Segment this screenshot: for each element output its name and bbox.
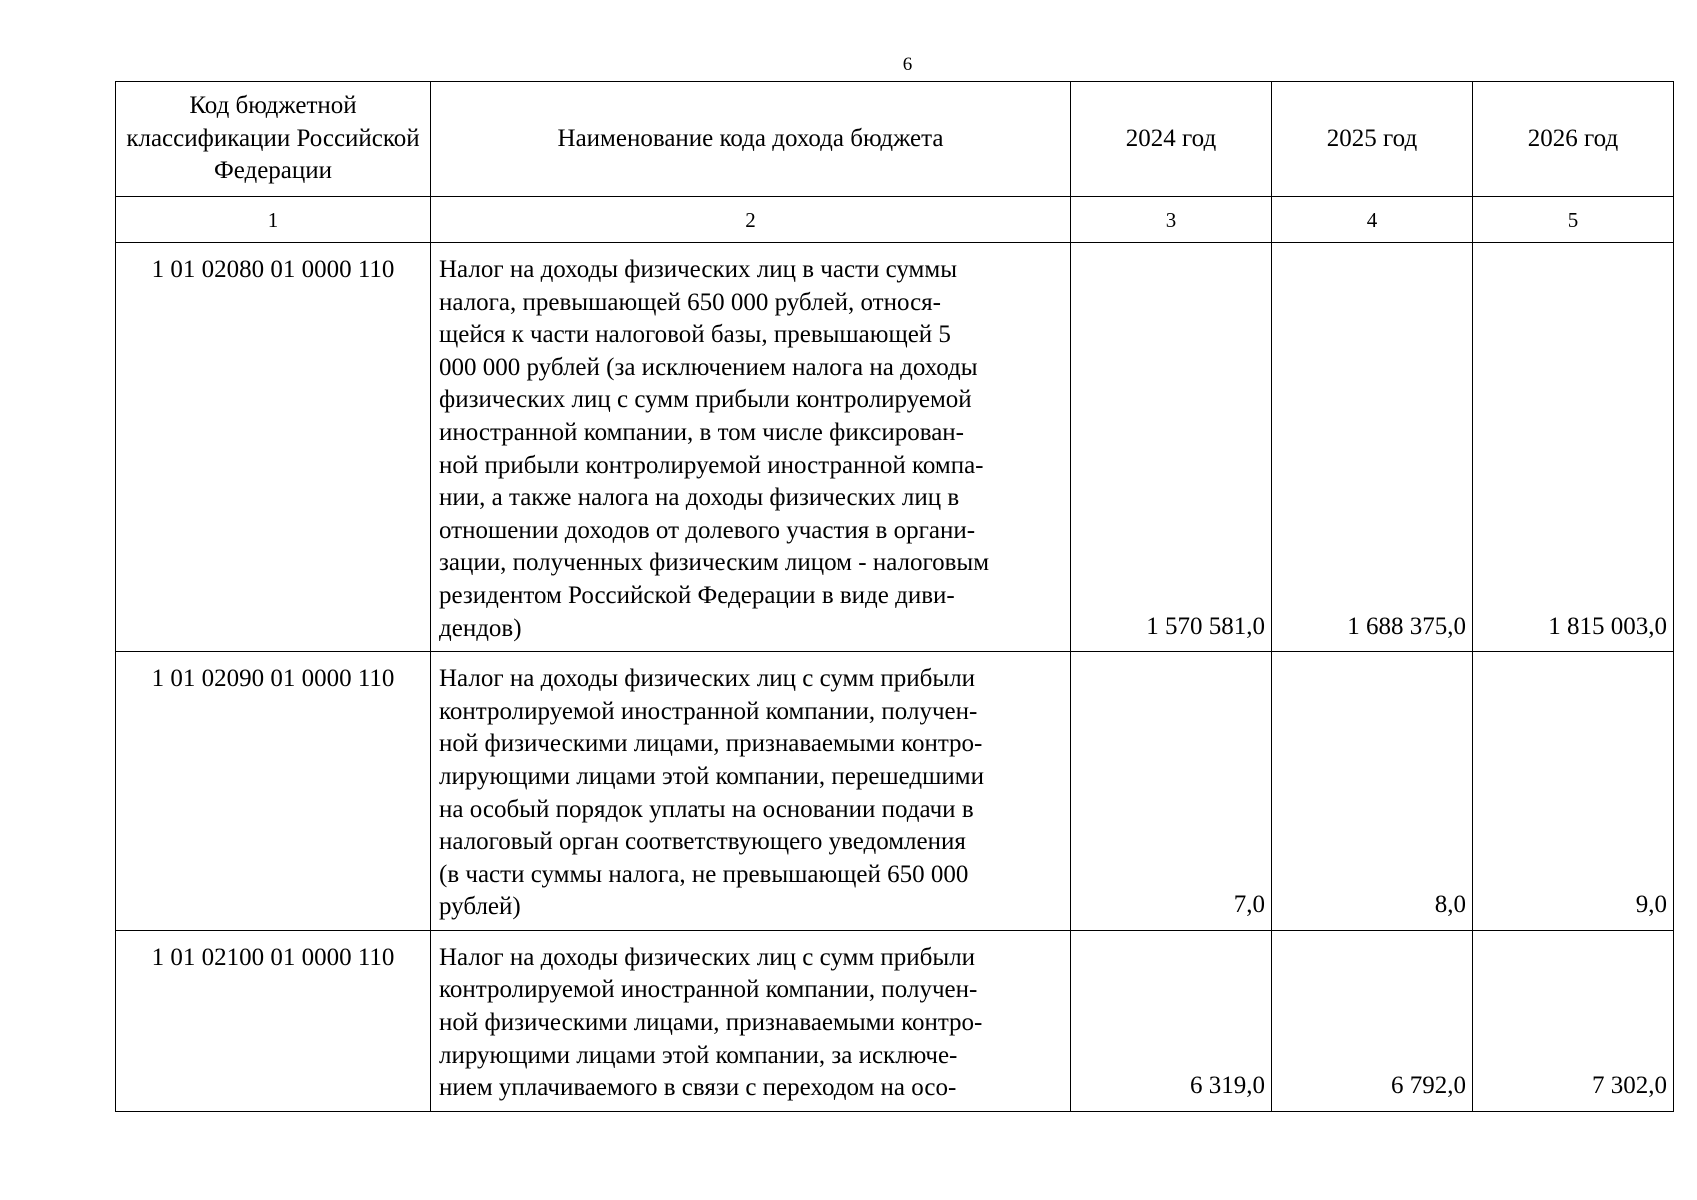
budget-revenue-table <box>115 81 1674 1112</box>
value-2026-cell: 9,0 <box>1473 652 1674 931</box>
value-2025-cell: 6 792,0 <box>1272 930 1473 1111</box>
header-year-2024: 2024 год <box>1071 82 1272 197</box>
column-number: 1 <box>116 197 431 243</box>
value-2024-cell: 6 319,0 <box>1071 930 1272 1111</box>
header-revenue-name: Наименование кода дохода бюджета <box>431 82 1071 197</box>
header-year-2026: 2026 год <box>1473 82 1674 197</box>
table-row <box>116 243 1674 652</box>
page-number: 6 <box>902 54 913 75</box>
column-number-row <box>116 197 1674 243</box>
value-2026-cell: 1 815 003,0 <box>1473 243 1674 652</box>
column-number: 4 <box>1272 197 1473 243</box>
budget-code-cell: 1 01 02090 01 0000 110 <box>116 652 431 931</box>
table-row <box>116 652 1674 931</box>
header-year-2025: 2025 год <box>1272 82 1473 197</box>
column-number: 3 <box>1071 197 1272 243</box>
column-number: 5 <box>1473 197 1674 243</box>
value-2024-cell: 7,0 <box>1071 652 1272 931</box>
table-row <box>116 930 1674 1111</box>
header-budget-code: Код бюджетной классификации Российской Федерации <box>116 82 431 197</box>
budget-code-cell: 1 01 02080 01 0000 110 <box>116 243 431 652</box>
value-2025-cell: 8,0 <box>1272 652 1473 931</box>
revenue-name-cell: Налог на доходы физических лиц в части суммы налога, превышающей 650 000 рублей, относя- щейся к части налоговой базы, превышающей 5 000 000 рублей (за исключением налога на доходы физических лиц с сумм прибыли контролируемой иностранной компании, в том числе фиксирован- ной прибыли контролируемой иностранной компа- нии, а также налога на доходы физических лиц в отношении доходов от долевого участия в органи- зации, полученных физическим лицом - налоговым резидентом Российской Федерации в виде диви- дендов) <box>431 243 1071 652</box>
revenue-name-cell: Налог на доходы физических лиц с сумм прибыли контролируемой иностранной компании, получен- ной физическими лицами, признаваемыми контро- лирующими лицами этой компании, перешедшими на особый порядок уплаты на основании подачи в налоговый орган соответствующего уведомления (в части суммы налога, не превышающей 650 000 рублей) <box>431 652 1071 931</box>
budget-code-cell: 1 01 02100 01 0000 110 <box>116 930 431 1111</box>
column-number: 2 <box>431 197 1071 243</box>
table-header-row <box>116 82 1674 197</box>
value-2024-cell: 1 570 581,0 <box>1071 243 1272 652</box>
value-2026-cell: 7 302,0 <box>1473 930 1674 1111</box>
value-2025-cell: 1 688 375,0 <box>1272 243 1473 652</box>
revenue-name-cell: Налог на доходы физических лиц с сумм прибыли контролируемой иностранной компании, получен- ной физическими лицами, признаваемыми контро- лирующими лицами этой компании, за исключе- нием уплачиваемого в связи с переходом на осо- <box>431 930 1071 1111</box>
